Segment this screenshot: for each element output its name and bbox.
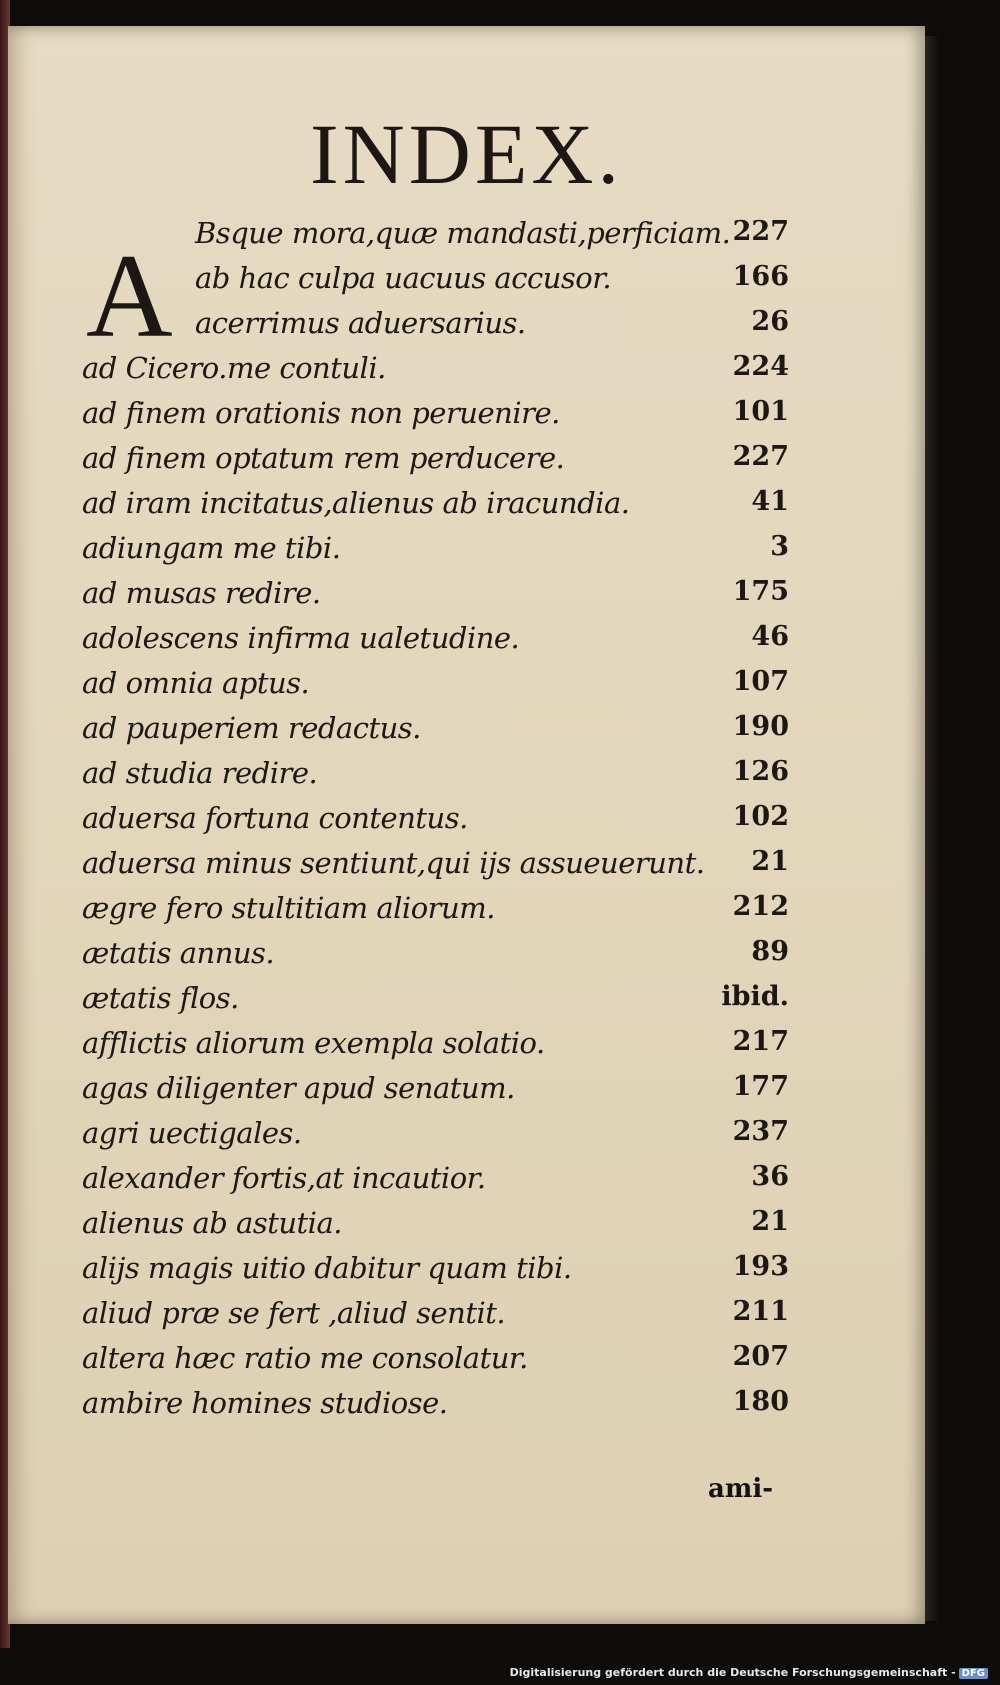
index-entry: [8, 1206, 925, 1250]
index-entry: [8, 1296, 925, 1340]
entry-page-number: 21: [751, 1206, 789, 1237]
entry-page-number: 237: [732, 1116, 789, 1147]
index-entry: [8, 306, 925, 350]
entry-term: adolescens infirma ualetudine.: [82, 621, 520, 655]
entry-page-number: 89: [751, 936, 789, 967]
entry-term: ad Cicero.me contuli.: [82, 351, 386, 385]
index-entry: [8, 261, 925, 305]
index-entry: [8, 666, 925, 710]
entry-page-number: 41: [751, 486, 789, 517]
entry-page-number: 190: [732, 711, 789, 742]
entry-page-number: 26: [751, 306, 789, 337]
entry-page-number: ibid.: [721, 981, 789, 1012]
book-page: [8, 26, 925, 1624]
catchword: ami-: [708, 1474, 774, 1504]
index-entry: [8, 1026, 925, 1070]
index-entry: [8, 801, 925, 845]
index-entry: [8, 1251, 925, 1295]
index-entry: [8, 1071, 925, 1115]
entry-term: alijs magis uitio dabitur quam tibi.: [82, 1251, 572, 1285]
entry-term: ad pauperiem redactus.: [82, 711, 421, 745]
entry-term: ad studia redire.: [82, 756, 318, 790]
entry-term: ad finem orationis non peruenire.: [82, 396, 560, 430]
entry-term: ad iram incitatus,alienus ab iracundia.: [82, 486, 630, 520]
index-entry: [8, 1161, 925, 1205]
entry-page-number: 107: [732, 666, 789, 697]
entry-page-number: 21: [751, 846, 789, 877]
entry-page-number: 175: [732, 576, 789, 607]
index-entry: [8, 756, 925, 800]
entry-term: aliud præ se fert ,aliud sentit.: [82, 1296, 506, 1330]
entry-term: ad omnia aptus.: [82, 666, 310, 700]
index-entry: [8, 981, 925, 1025]
entry-term: afflictis aliorum exempla solatio.: [82, 1026, 545, 1060]
entry-page-number: 101: [732, 396, 789, 427]
entry-page-number: 36: [751, 1161, 789, 1192]
entry-page-number: 177: [732, 1071, 789, 1102]
entry-term: ad finem optatum rem perducere.: [82, 441, 565, 475]
credit-text: Digitalisierung gefördert durch die Deutsche Forschungsgemeinschaft -: [509, 1666, 956, 1679]
digitization-credit: [510, 1666, 988, 1679]
entry-page-number: 212: [732, 891, 789, 922]
entry-page-number: 46: [751, 621, 789, 652]
entry-term: agas diligenter apud senatum.: [82, 1071, 515, 1105]
entry-page-number: 3: [770, 531, 789, 562]
entry-term: alienus ab astutia.: [82, 1206, 342, 1240]
entry-page-number: 126: [732, 756, 789, 787]
entry-page-number: 211: [732, 1296, 789, 1327]
entry-term: altera hæc ratio me consolatur.: [82, 1341, 528, 1375]
index-entry: [8, 711, 925, 755]
entry-page-number: 217: [732, 1026, 789, 1057]
index-entry: [8, 1386, 925, 1430]
entry-term: ambire homines studiose.: [82, 1386, 448, 1420]
entry-term: aduersa minus sentiunt,qui ijs assueuerunt.: [82, 846, 705, 880]
index-entry: [8, 1341, 925, 1385]
entry-page-number: 207: [732, 1341, 789, 1372]
index-entry: [8, 891, 925, 935]
entry-term: ægre fero stultitiam aliorum.: [82, 891, 495, 925]
entry-page-number: 166: [732, 261, 789, 292]
index-entry: [8, 621, 925, 665]
entry-term: acerrimus aduersarius.: [195, 306, 526, 340]
entry-page-number: 193: [732, 1251, 789, 1282]
entry-term: aduersa fortuna contentus.: [82, 801, 468, 835]
entry-term: agri uectigales.: [82, 1116, 302, 1150]
index-entry: [8, 1116, 925, 1160]
index-entry: [8, 576, 925, 620]
entry-page-number: 102: [732, 801, 789, 832]
entry-page-number: 224: [732, 351, 789, 382]
drop-capital: A: [86, 229, 173, 362]
index-entry: [8, 936, 925, 980]
page-title: INDEX.: [310, 106, 623, 202]
index-entry: [8, 531, 925, 575]
entry-term: adiungam me tibi.: [82, 531, 341, 565]
entry-term: ab hac culpa uacuus accusor.: [195, 261, 612, 295]
entry-page-number: 180: [732, 1386, 789, 1417]
page-edge: [925, 36, 939, 1621]
entry-term: Bsque mora,quæ mandasti,perficiam.: [195, 216, 731, 250]
index-entry: [8, 396, 925, 440]
entry-page-number: 227: [732, 441, 789, 472]
entry-term: ad musas redire.: [82, 576, 321, 610]
index-entry: [8, 216, 925, 260]
index-entry: [8, 351, 925, 395]
dfg-logo: DFG: [959, 1668, 988, 1679]
index-entry: [8, 486, 925, 530]
entry-term: ætatis annus.: [82, 936, 275, 970]
entry-term: ætatis flos.: [82, 981, 239, 1015]
index-entry: [8, 441, 925, 485]
entry-term: alexander fortis,at incautior.: [82, 1161, 486, 1195]
index-entry: [8, 846, 925, 890]
entry-page-number: 227: [732, 216, 789, 247]
index-entries: [8, 26, 925, 1624]
